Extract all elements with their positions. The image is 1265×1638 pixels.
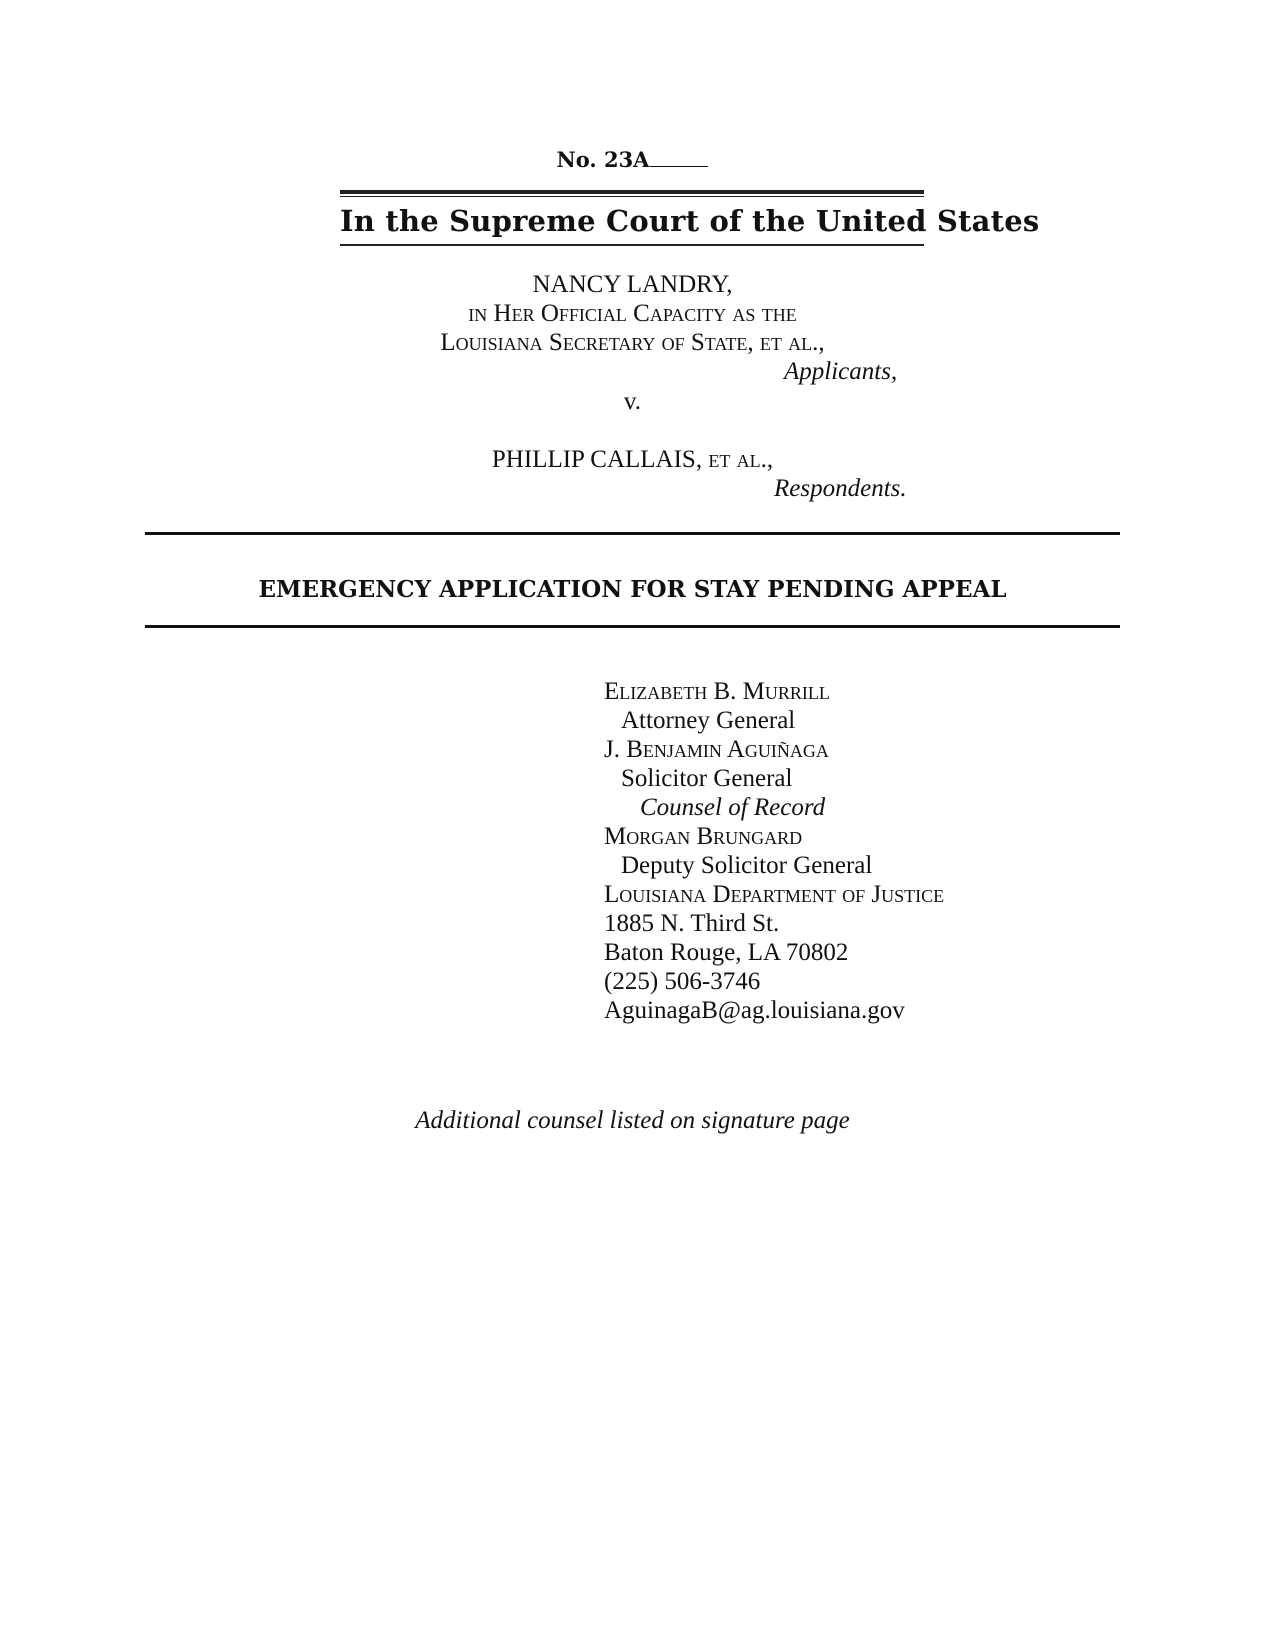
counsel-phone: (225) 506-3746 <box>604 968 761 995</box>
court-heading-rule-top <box>340 190 924 194</box>
versus: v. <box>623 388 642 415</box>
docket-number-label: No. 23A <box>556 147 650 172</box>
document-title: EMERGENCY APPLICATION FOR STAY PENDING APPEAL <box>258 576 1007 603</box>
applicant-role-line2: Louisiana Secretary of State, et al., <box>440 329 825 356</box>
respondent-etal: et al., <box>708 446 774 473</box>
applicant-name: NANCY LANDRY, <box>532 271 733 298</box>
court-heading-rule-bottom <box>340 244 924 246</box>
docket-number-blank <box>650 165 708 167</box>
counsel-street-address: 1885 N. Third St. <box>604 910 780 937</box>
docket-number <box>0 147 1265 172</box>
court-heading-rule-top-thin <box>340 196 924 197</box>
counsel-solicitor-general-title: Solicitor General <box>621 765 793 792</box>
counsel-email: AguinagaB@ag.louisiana.gov <box>604 997 905 1024</box>
counsel-solicitor-general-name: J. Benjamin Aguiñaga <box>604 736 829 763</box>
title-rule-bottom <box>145 625 1120 628</box>
respondent-name: PHILLIP CALLAIS, <box>491 446 703 473</box>
counsel-city-state-zip: Baton Rouge, LA 70802 <box>604 939 849 966</box>
title-rule-top <box>145 532 1120 535</box>
respondent-line <box>0 446 1265 474</box>
applicant-designation: Applicants, <box>784 358 898 385</box>
counsel-of-record: Counsel of Record <box>640 794 826 821</box>
court-title: In the Supreme Court of the United States <box>340 204 1040 238</box>
counsel-attorney-general-title: Attorney General <box>621 707 796 734</box>
counsel-attorney-general-name: Elizabeth B. Murrill <box>604 678 830 705</box>
counsel-deputy-name: Morgan Brungard <box>604 823 803 850</box>
counsel-deputy-title: Deputy Solicitor General <box>621 852 873 879</box>
counsel-department: Louisiana Department of Justice <box>604 881 945 908</box>
applicant-role-line1: in Her Official Capacity as the <box>468 300 797 327</box>
respondent-designation: Respondents. <box>774 475 907 502</box>
additional-counsel-note: Additional counsel listed on signature page <box>415 1107 850 1134</box>
